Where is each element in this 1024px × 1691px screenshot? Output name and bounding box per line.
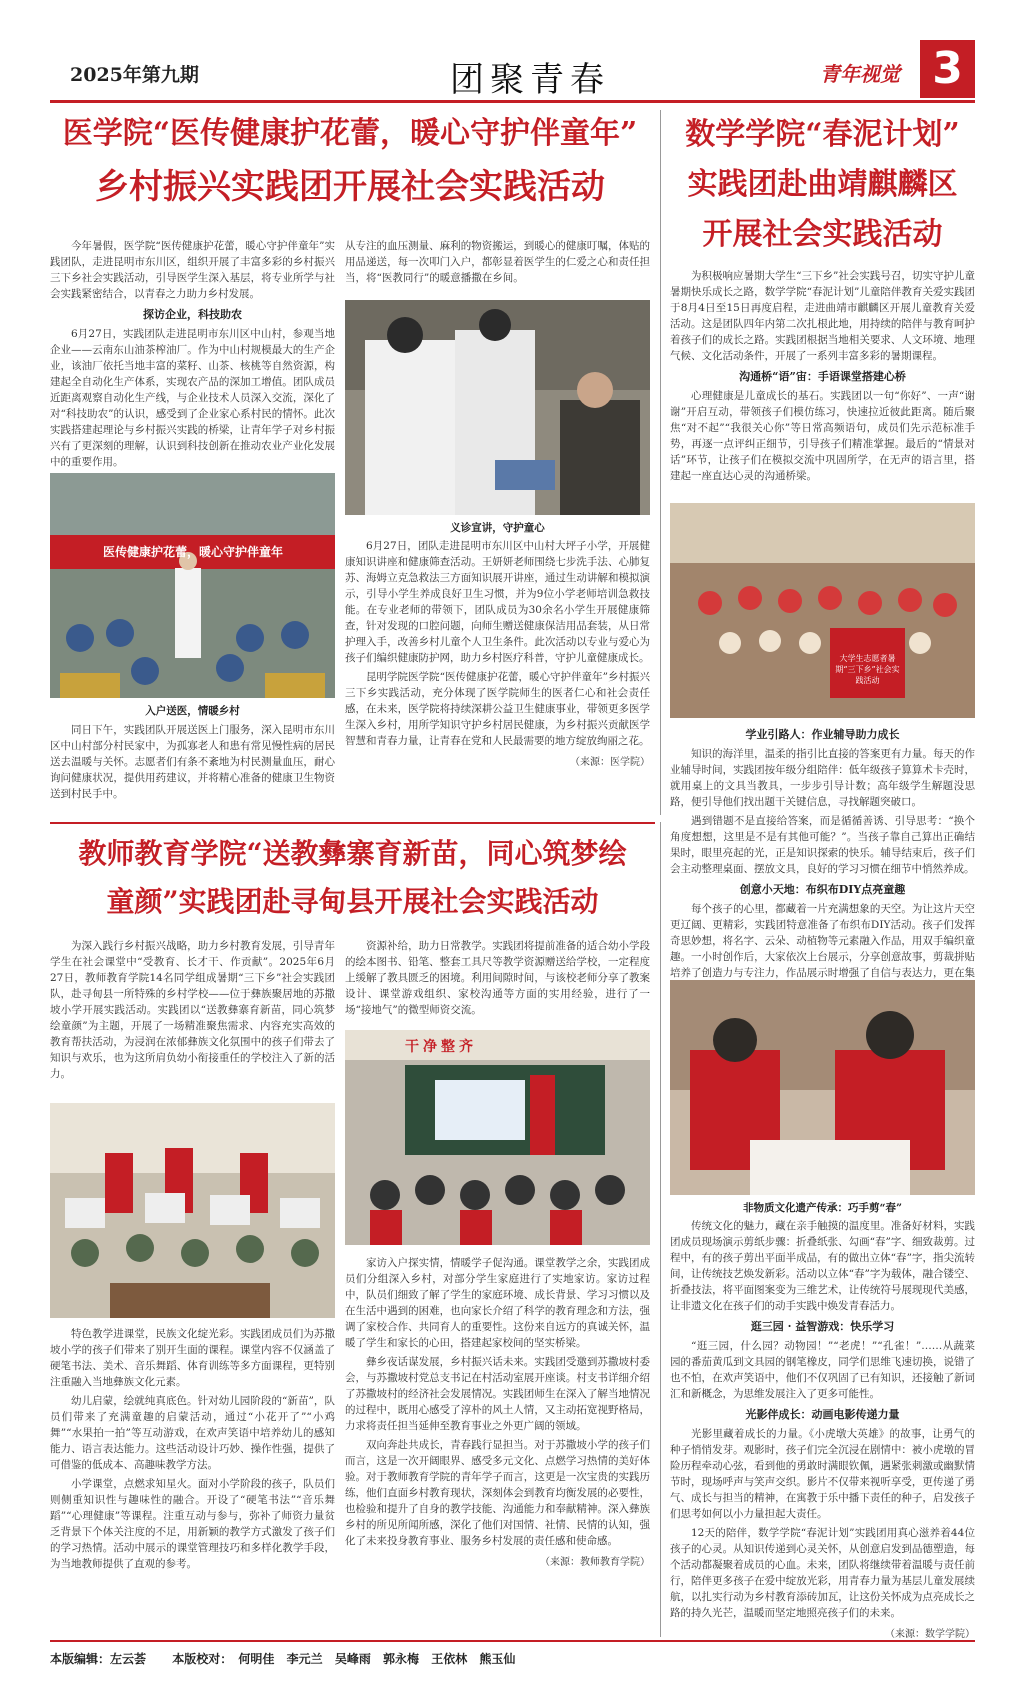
article3-paragraph: 特色教学进课堂，民族文化绽光彩。实践团成员们为苏撒坡小学的孩子们带来了别开生面的课程。课堂内容不仅涵盖了硬笔书法、美术、音乐舞蹈、体育训练等多方面课程，更特别注重融入当地彝族文化元素。 xyxy=(50,1328,335,1388)
article1-paragraph: 今年暑假，医学院“医传健康护花蕾，暖心守护伴童年”实践团队，走进昆明市东川区，组织开展了丰富多彩的乡村振兴三下乡社会实践活动，引导医学生深入基层，将专业所学与社会实践紧密结合，以青春之力助力乡村发展。 xyxy=(50,240,335,300)
article3-paragraph: 资源补给，助力日常教学。实践团将提前准备的适合幼小学段的绘本图书、铅笔、整套工具尺等教学资源赠送给学校，一定程度上缓解了教具匮乏的困境。利用间隙时间，与该校老师分享了教案设计、课堂游戏组织、家校沟通等方面的实用经验，进行了一场“接地气”的微型师资交流。 xyxy=(345,940,650,1016)
brand-logo: 青年视觉 xyxy=(820,62,900,86)
article3-paragraph: 幼儿启蒙，绘就纯真底色。针对幼儿园阶段的“新苗”，队员们带来了充满童趣的启蒙活动，通过“小花开了”“小鸡舞”“水果拍一拍”等互动游戏，在欢声笑语中培养幼儿的感知能力、语言表达能力。这些活动设计巧妙、操作性强，提供了可借鉴的低成本、高趣味教学方法。 xyxy=(50,1395,335,1471)
article1-column-a-bottom xyxy=(50,722,335,805)
article2-photo-group xyxy=(670,503,975,718)
article1-paragraph: 6月27日，实践团队走进昆明市东川区中山村，参观当地企业——云南东山油茶榨油厂。作为中山村规模最大的生产企业，该油厂依托当地丰富的菜籽、山茶、核桃等自然资源，构建起全自动化生产体系，实现农产品的深加工增值。团队成员近距离观察自动化生产线，与企业技术人员深入交流，深化了对“科技助农”的认识，感受到了企业家心系村民的情怀。此次实践搭建起理论与乡村振兴实践的桥梁，让青年学子对乡村振兴有了更深刻的理解，认识到科技创新在推动农业产业化发展中的重要作用。 xyxy=(50,328,335,468)
article2-paragraph: 12天的陪伴，数学学院“春泥计划”实践团用真心滋养着44位孩子的心灵。从知识传递到心灵关怀，从创意启发到品德塑造，每个活动都凝聚着成员的心血。未来，团队将继续带着温暖与责任前行，陪伴更多孩子在爱中绽放光彩，用青春力量为基层儿童发展续航，以扎实行动为乡村教育添砖加瓦，让这份关怀成为点亮成长之路的持久光芒，温暖而坚定地照亮孩子们的未来。 xyxy=(670,1527,975,1619)
article3-top-rule xyxy=(50,822,655,824)
article2-paragraph: 光影里藏着成长的力量。《小虎墩大英雄》的故事，让勇气的种子悄悄发芽。观影时，孩子们完全沉浸在剧情中：被小虎墩的冒险历程牵动心弦，看到他的勇敢时满眼钦佩，遇紧张刺激或幽默情节时，现场呼声与笑声交织。影片不仅带来视听享受，更传递了勇气、成长与担当的精神，在寓教于乐中播下责任的种子，启发孩子们思考如何以小力量担起大责任。 xyxy=(670,1428,975,1520)
photo-banner-text: 医传健康护花蕾，暖心守护伴童年 xyxy=(102,545,283,559)
article2-paragraph: 心理健康是儿童成长的基石。实践团以一句“你好”、一声“谢谢”开启互动，带领孩子们模仿练习，快速拉近彼此距离。随后聚焦“对不起”“我很关心你”等日常高频语句，成员们先示范标准手势，再逐一点评纠正细节，引导孩子们精准掌握。最后的“情景对话”环节，让孩子们在模拟交流中巩固所学，在无声的语言里，搭建起一座直达心灵的沟通桥梁。 xyxy=(670,390,975,482)
article1-title-line1: 医学院“医传健康护花蕾，暖心守护伴童年” xyxy=(62,116,638,151)
article2-paragraph: 知识的海洋里，温柔的指引比直接的答案更有力量。每天的作业辅导时间，实践团按年级分组陪伴：低年级孩子算算术卡壳时，就用桌上的文具当教具，一步步引导计数；高年级学生解题没思路，便引导他们找出题干关键信息，寻找解题突破口。 xyxy=(670,748,975,808)
article2-subheading: 光影伴成长：动画电影传递力量 xyxy=(745,1408,900,1421)
article1-title xyxy=(50,110,650,216)
article2-source: （来源：数学学院） xyxy=(885,1629,975,1640)
article3-title-line1: 教师教育学院“送教彝寨育新苗，同心筑梦绘 xyxy=(78,837,627,870)
footer-proofreader: 熊玉仙 xyxy=(479,1652,516,1666)
article3-photo-kids xyxy=(50,1103,335,1318)
article2-paragraph: 为积极响应暑期大学生“三下乡”社会实践号召，切实守护儿童暑期快乐成长之路，数学学院“春泥计划”儿童陪伴教育关爱实践团于8月4日至15日再度启程，走进曲靖市麒麟区开展儿童教育关爱活动。这是团队四年内第二次扎根此地，用持续的陪伴与教育呵护着孩子们的成长之路。实践团根据当地相关要求、人文环境、地理气候、文化活动条件，开展了一系列丰富多彩的暑期课程。 xyxy=(670,270,975,362)
column-divider xyxy=(660,822,661,1637)
article2-subheading: 沟通桥“语”宙：手语课堂搭建心桥 xyxy=(739,370,906,383)
article2-paragraph: “逛三园，什么园？动物园！”“老虎！”“孔雀！”……从蔬菜园的番茄黄瓜到文具园的钢笔橡皮，同学们思维飞速切换，说错了也不怕，在欢声笑语中，他们不仅巩固了已有知识，还接触了新词汇和新概念，为思维发展注入了更多可能性。 xyxy=(670,1340,975,1400)
article3-column-b xyxy=(345,938,650,1021)
article3-photo-classroom xyxy=(345,1030,650,1245)
board-slogan: 干净整齐 xyxy=(405,1039,477,1055)
page-number: 3 xyxy=(920,40,975,98)
article3-paragraph: 家访入户探实情，情暖学子促沟通。课堂教学之余，实践团成员们分组深入乡村，对部分学生家庭进行了实地家访。家访过程中，队员们细致了解了学生的家庭环境、成长背景、学习习惯以及在生活中遇到的困难，也向家长介绍了科学的教育理念和方法，强调了家校合作、共同育人的重要性。这份来自远方的真诚关怀，温暖了学生和家长的心田，搭建起家校间的坚实桥梁。 xyxy=(345,1257,650,1349)
article1-title-line2: 乡村振兴实践团开展社会实践活动 xyxy=(95,167,605,207)
article1-column-a xyxy=(50,238,335,473)
article3-title xyxy=(50,830,655,926)
article2-subheading: 学业引路人：作业辅导助力成长 xyxy=(745,728,900,741)
article3-paragraph: 小学课堂，点燃求知星火。面对小学阶段的孩子，队员们则侧重知识性与趣味性的融合。开设了“硬笔书法”“音乐舞蹈”“心理健康”等课程。注重互动与参与，弥补了师资力量贫乏背景下个体关注度的不足，用新颖的教学方式激发了孩子们的学习热情。活动中展示的课堂管理技巧和多样化教学手段，为当地教师提供了直观的参考。 xyxy=(50,1478,335,1570)
article2-photo-papercut xyxy=(670,980,975,1195)
article2-title-line3: 开展社会实践活动 xyxy=(702,217,943,252)
article2-subheading: 逛三园 · 益智游戏：快乐学习 xyxy=(750,1320,895,1333)
article1-column-b-bottom xyxy=(345,538,650,768)
footer-credits xyxy=(50,1650,975,1667)
footer-editor: 本版编辑：左云荟 xyxy=(50,1652,147,1666)
footer-proofreader: 李元兰 xyxy=(286,1652,323,1666)
article1-source: （来源：医学院） xyxy=(570,757,650,768)
article3-column-a-bottom xyxy=(50,1326,335,1575)
column-divider xyxy=(660,110,661,815)
article2-title-line2: 实践团赴曲靖麒麟区 xyxy=(687,167,958,202)
footer-proof-label: 本版校对： xyxy=(172,1652,233,1666)
article3-paragraph: 为深入践行乡村振兴战略，助力乡村教育发展，引导青年学生在社会课堂中“受教育、长才干、作贡献”。2025年6月27日，教师教育学院14名同学组成暑期“三下乡”社会实践团队，赴寻甸县一所特殊的乡村学校——位于彝族聚居地的苏撒坡小学开展实践活动。实践团以“送教彝寨育新苗，同心筑梦绘童颜”为主题，开展了一场精准聚焦需求、内容充实高效的教育帮扶活动，为浸润在浓郁彝族文化氛围中的孩子们带去了知识与欢乐，也为这所肩负幼小衔接重任的学校注入了新的活力。 xyxy=(50,940,335,1080)
article2-column-middle xyxy=(670,722,975,1000)
article1-column-b xyxy=(345,238,650,289)
article1-paragraph: 6月27日，团队走进昆明市东川区中山村大坪子小学，开展健康知识讲座和健康筛查活动。王妍妍老师围绕七步洗手法、心肺复苏、海姆立克急救法三方面知识展开讲座，通过生动讲解和模拟演示，引导小学生养成良好卫生习惯，并为9位小学老师培训急救技能。在专业老师的带领下，团队成员为30余名小学生开展健康筛查，针对发现的口腔问题，向师生赠送健康保洁用品套装，从日常护理入手，改善乡村儿童个人卫生条件。此次活动以专业与爱心为孩子们编织健康防护网，助力乡村医疗科普，守护儿童健康成长。 xyxy=(345,540,650,664)
article2-title xyxy=(670,110,975,260)
footer-rule xyxy=(50,1640,975,1642)
article1-paragraph: 从专注的血压测量、麻利的物资搬运，到暖心的健康叮嘱，体贴的用品递送，每一次叩门入户，都彰显着医学生的仁爱之心和责任担当，将“医教同行”的暖意播撒在乡间。 xyxy=(345,240,650,284)
article1-paragraph: 昆明学院医学院“医传健康护花蕾，暖心守护伴童年”乡村振兴三下乡实践活动，充分体现了医学院师生的医者仁心和社会责任感，在未来，医学院将持续深耕公益卫生健康事业，带领更多医学生深入乡村，用所学知识守护乡村居民健康，为乡村振兴贡献医学智慧和青春力量，让青春在党和人民最需要的地方绽放绚丽之花。 xyxy=(345,671,650,747)
photo-banner-text: 大学生志愿者暑期“三下乡”社会实践活动 xyxy=(835,654,900,685)
article2-column-bottom xyxy=(670,1218,975,1640)
article1-paragraph: 同日下午，实践团队开展送医上门服务，深入昆明市东川区中山村部分村民家中，为孤寡老人和患有常见慢性病的居民送去温暖与关怀。志愿者们有条不紊地为村民测量血压，耐心询问健康状况，提供用药建议，并将精心准备的健康卫生物资送到村民手中。 xyxy=(50,724,335,800)
masthead-rule xyxy=(50,100,975,103)
footer-proofreader: 何明佳 xyxy=(238,1652,275,1666)
article3-column-a xyxy=(50,938,335,1085)
article1-caption: 入户送医，情暖乡村 xyxy=(145,705,240,717)
article2-column-top xyxy=(670,268,975,487)
article2-subheading: 创意小天地：布织布DIY点亮童趣 xyxy=(739,883,906,896)
footer-proofreader: 郭永梅 xyxy=(383,1652,420,1666)
article1-photo-checkup xyxy=(345,300,650,515)
article3-column-b-bottom xyxy=(345,1255,650,1568)
article2-paragraph: 每个孩子的心里，都藏着一片充满想象的天空。为让这片天空更辽阔、更精彩，实践团特意准备了布织布DIY活动。孩子们发挥奇思妙想，将名字、云朵、动植物等元素融入作品，用双手编织童趣。一小时创作后，大家依次上台展示，分享创意故事，剪裁拼贴培养了创造力与专注力，作品展示时增强了自信与表达力，更在集 xyxy=(670,903,975,979)
article2-title-line1: 数学学院“春泥计划” xyxy=(685,117,960,152)
article1-photo-classroom xyxy=(50,473,335,698)
article1-subheading: 探访企业，科技助农 xyxy=(143,308,242,321)
article3-source: （来源：教师教育学院） xyxy=(540,1557,650,1568)
article2-paragraph: 遇到错题不是直接给答案，而是循循善诱、引导思考：“换个角度想想，这里是不是有其他可能？”。当孩子靠自己算出正确结果时，眼里亮起的光，正是知识探索的快乐。辅导结束后，孩子们会主动整理桌面、摆放文具，良好的学习习惯在细节中悄然养成。 xyxy=(670,815,975,875)
article3-title-line2: 童颜”实践团赴寻甸县开展社会实践活动 xyxy=(106,885,599,918)
article3-paragraph: 彝乡夜话谋发展，乡村振兴话未来。实践团受邀到苏撒坡村委会，与苏撒坡村党总支书记在村活动室展开座谈。村支书详细介绍了苏撒坡村的经济社会发展情况。实践团师生在深入了解当地情况的过程中，既用心感受了淳朴的风土人情，又主动拓宽视野格局，力求将责任担当延伸至教育事业之外更广阔的领域。 xyxy=(345,1356,650,1432)
article3-paragraph: 双向奔赴共成长，青春践行显担当。对于苏撒坡小学的孩子们而言，这是一次开阔眼界、感受多元文化、点燃学习热情的美好体验。对于教师教育学院的青年学子而言，这更是一次宝贵的实践历练，他们直面乡村教育现状，深刻体会到教育均衡发展的必要性，也检验和提升了自身的教学技能、沟通能力和奉献精神。深入彝族乡村的所见所闻所感，深化了他们对国情、社情、民情的认知，强化了未来投身教育事业、服务乡村发展的责任感和使命感。 xyxy=(345,1439,650,1547)
article2-paragraph: 传统文化的魅力，藏在亲手触摸的温度里。准备好材料，实践团成员现场演示剪纸步骤：折叠纸张、勾画“春”字、细致裁剪。过程中，有的孩子剪出平面半成品，有的做出立体“春”字，指尖流转间，让传统技艺焕发新彩。活动以立体“春”字为载体，融合镂空、折叠技法，将平面图案变为三维艺术，让传统符号展现现代美感，让非遗文化在孩子们的动手实践中焕发青春活力。 xyxy=(670,1220,975,1312)
footer-proofreader: 王依林 xyxy=(431,1652,468,1666)
article2-caption: 非物质文化遗产传承：巧手剪“春” xyxy=(742,1202,903,1214)
article1-caption: 义诊宣讲，守护童心 xyxy=(450,522,545,534)
section-title: 团聚青春 xyxy=(450,60,610,100)
footer-proofreader: 吴峰雨 xyxy=(334,1652,371,1666)
issue-label: 2025年第九期 xyxy=(70,64,199,86)
